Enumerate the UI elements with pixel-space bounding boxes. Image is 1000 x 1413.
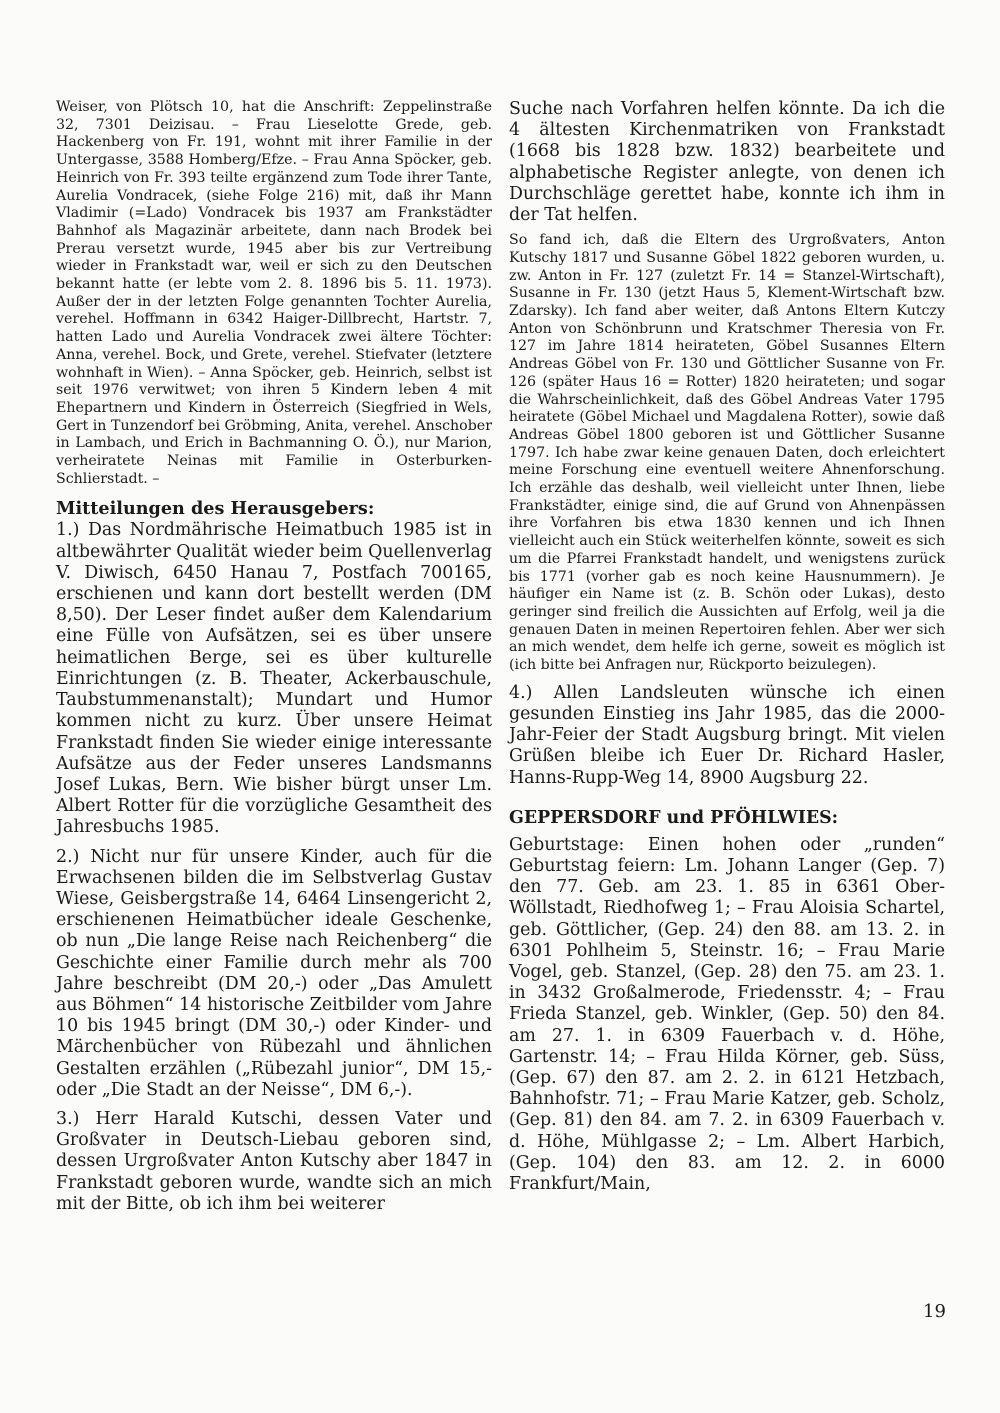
left-paragraph-family-news: Weiser, von Plötsch 10, hat die Anschrift: Zeppelinstraße 32, 7301 Deizisau. – Frau Lieselotte Grede, geb. Hackenberg von Fr. 191, wohnt mit ihrer Familie in der Untergasse, 3588 Homberg/Efze. – Frau Anna Spöcker, geb. Heinrich von Fr. 393 teilte ergänzend zum Tode ihrer Tante, Aurelia Vondracek, (siehe Folge 216) mit, daß ihr Mann Vladimir (=Lado) Vondracek bis 1937 am Frankstädter Bahnhof als Magazinär arbeitete, dann nach Brodek bei Prerau versetzt wurde, 1945 aber bis zur Vertreibung wieder in Frankstadt war, weil er sich zu den Deutschen bekannt hatte (er lebte vom 2. 8. 1896 bis 5. 11. 1973). Außer der in der letzten Folge genannten Tochter Aurelia, verehel. Hoffmann in 6342 Haiger-Dillbrecht, Hartstr. 7, hatten Lado und Aurelia Vondracek zwei ältere Töchter: Anna, verehel. Bock, und Grete, verehel. Stiefvater (letztere wohnhaft in Wien). – Anna Spöcker, geb. Heinrich, selbst ist seit 1976 verwitwet; von ihren 5 Kindern leben 4 mit Ehepartnern und Kindern in Österreich (Siegfried in Wels, Gert in Tunzendorf bei Gröbming, Anita, verehel. Anschober in Lambach, und Erich in Bachmanning O. Ö.), nur Marion, verheiratete Neinas mit Familie in Osterburken-Schlierstadt. – [56,99,492,487]
left-paragraph-wiese-books: 2.) Nicht nur für unsere Kinder, auch für die Erwachsenen bilden die im Selbstverlag Gustav Wiese, Geisbergstraße 14, 6464 Linsengericht 2, erschienenen Heimatbücher ideale Geschenke, ob nun „Die lange Reise nach Reichenberg“ die Geschichte einer Familie durch mehr als 700 Jahre beschreibt (DM 20,-) oder „Das Amulett aus Böhmen“ 14 historische Zeitbilder vom Jahre 10 bis 1945 bringt (DM 30,-) oder Kinder- und Märchenbücher von Rübezahl und ähnlichen Gestalten erzählen („Rübezahl junior“, DM 15,- oder „Die Stadt an der Neisse“, DM 6,-). [56,846,492,1100]
page-number: 19 [923,1301,946,1322]
right-paragraph-kutschy-genealogy: So fand ich, daß die Eltern des Urgroßvaters, Anton Kutschy 1817 und Susanne Göbel 1822 geboren wurden, u. zw. Anton in Fr. 127 (zuletzt Fr. 14 = Stanzel-Wirtschaft), Susanne in Fr. 130 (jetzt Haus 5, Klement-Wirtschaft bzw. Zdarsky). Ich fand aber weiter, daß Antons Eltern Kutczy Anton von Schönbrunn und Kratschmer Theresia von Fr. 127 im Jahre 1814 heirateten, Göbel Susannes Eltern Andreas Göbel von Fr. 130 und Göttlicher Susanne von Fr. 126 (später Haus 16 = Rotter) 1820 heirateten; und sogar die Wahrscheinlichkeit, daß des Göbel Andreas Vater 1795 heiratete (Göbel Michael und Magdalena Rotter), sowie daß Andreas Göbel 1800 geboren ist und Göttlicher Susanne 1797. Ich habe zwar keine genauen Daten, doch erleichtert meine Forschung eine eventuell weitere Ahnenforschung. Ich erzähle das deshalb, weil vielleicht unter Ihnen, liebe Frankstädter, einige sind, die auf Grund von Ahnenpässen ihre Vorfahren bis etwa 1830 kennen und ich Ihnen vielleicht auch ein Stück weiterhelfen könnte, soweit es sich um die Pfarrei Frankstadt handelt, und wenigstens zurück bis 1771 (vorher gab es noch keine Hausnummern). Je häufiger ein Name ist (z. B. Schön oder Lukas), desto geringer sind freilich die Aussichten auf Erfolg, weil ja die genauen Daten in meinen Repertoiren fehlen. Aber wer sich an mich wendet, dem helfe ich gerne, soweit es möglich ist (ich bitte bei Anfragen nur, Rückporto beizulegen). [509,232,945,674]
left-paragraph-heimatbuch: 1.) Das Nordmährische Heimatbuch 1985 ist in altbewährter Qualität wieder beim Quellenverlag V. Diwisch, 6450 Hanau 7, Postfach 700165, erschienen und kann dort bestellt werden (DM 8,50). Der Leser findet außer dem Kalendarium eine Fülle von Aufsätzen, sei es über unsere heimatlichen Berge, sei es über kulturelle Einrichtungen (z. B. Theater, Ackerbauschule, Taubstummenanstalt); Mundart und Humor kommen nicht zu kurz. Über unsere Heimat Frankstadt finden Sie wieder einige interessante Aufsätze aus der Feder unseres Landsmanns Josef Lukas, Bern. Wie bisher bürgt unser Lm. Albert Rotter für die vorzügliche Gesamtheit des Jahresbuchs 1985. [56,520,492,838]
right-paragraph-new-year-greeting: 4.) Allen Landsleuten wünsche ich einen gesunden Einstieg ins Jahr 1985, das die 2000-Jahr-Feier der Stadt Augsburg bringt. Mit vielen Grüßen bleibe ich Euer Dr. Richard Hasler, Hanns-Rupp-Weg 14, 8900 Augsburg 22. [509,682,945,788]
right-paragraph-birthdays: Geburtstage: Einen hohen oder „runden“ Geburtstag feiern: Lm. Johann Langer (Gep. 7) den 77. Geb. am 23. 1. 85 in 6361 Ober-Wöllstadt, Riedhofweg 1; – Frau Aloisia Schartel, geb. Göttlicher, (Gep. 24) den 88. am 13. 2. in 6301 Pohlheim 5, Steinstr. 16; – Frau Marie Vogel, geb. Stanzel, (Gep. 28) den 75. am 23. 1. in 3432 Großalmerode, Friedensstr. 4; – Frau Frieda Stanzel, geb. Winkler, (Gep. 50) den 84. am 27. 1. in 6309 Fauerbach v. d. Höhe, Gartenstr. 14; – Frau Hilda Körner, geb. Süss, (Gep. 67) den 87. am 2. 2. in 6121 Hetzbach, Bahnhofstr. 71; – Frau Marie Katzer, geb. Scholz, (Gep. 81) den 84. am 7. 2. in 6309 Fauerbach v. d. Höhe, Mühlgasse 2; – Lm. Albert Harbich, (Gep. 104) den 83. am 12. 2. in 6000 Frankfurt/Main, [509,834,945,1195]
section-heading-geppersdorf: GEPPERSDORF und PFÖHLWIES: [509,807,839,828]
left-column [56,99,492,1215]
right-paragraph-ancestry-search: Suche nach Vorfahren helfen könnte. Da ich die 4 ältesten Kirchenmatriken von Frankstadt (1668 bis 1828 bzw. 1832) bearbeitete und alphabetische Register anlegte, von denen ich Durchschläge gerettet habe, konnte ich ihm in der Tat helfen. [509,99,945,226]
left-paragraph-kutschi: 3.) Herr Harald Kutschi, dessen Vater und Großvater in Deutsch-Liebau geboren sind, dessen Urgroßvater Anton Kutschy aber 1847 in Frankstadt geboren wurde, wandte sich an mich mit der Bitte, ob ich ihm bei weiterer [56,1108,492,1214]
section-heading-publisher-notes: Mitteilungen des Herausgebers: [56,498,375,520]
right-column [509,99,945,1195]
